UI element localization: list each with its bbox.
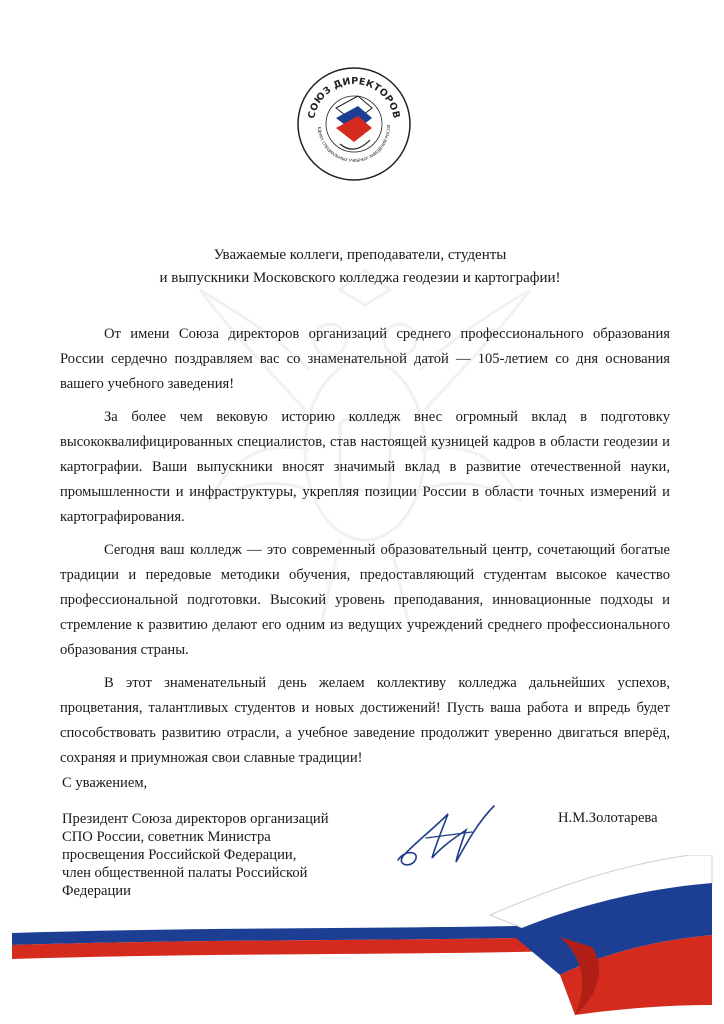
signer-position-line: Президент Союза директоров организаций [62,811,329,827]
closing: С уважением, [62,775,148,791]
signer-position-line: Федерации [62,883,131,899]
salutation-line-1: Уважаемые коллеги, преподаватели, студенты [213,247,507,263]
paragraph-4: В этот знаменательный день желаем коллективу колледжа дальнейших успехов, процветания, талантливых студентов и новых достижений! Пусть ваша работа и впредь будет способствовать развитию отрасли, а учебное заведение продолжит уверенно двигаться вперёд, сохраняя и приумножая свои славные традиции! [60,674,670,767]
tricolor-ribbon [0,855,724,1024]
salutation-line-2: и выпускники Московского колледжа геодезии и картографии! [159,270,561,286]
salutation [60,244,660,290]
signer-position-line: просвещения Российской Федерации, [62,847,297,863]
letter-body [60,322,670,771]
paragraph-2: За более чем вековую историю колледж внес огромный вклад в подготовку высококвалифицированных специалистов, став настоящей кузницей кадров в области геодезии и картографии. Ваши выпускники вносят значимый вклад в развитие отечественной науки, промышленности и инфраструктуры, укрепляя позиции России в области точных измерений и картографирования. [60,408,670,526]
signer-position-line: СПО России, советник Министра [62,829,271,845]
union-of-directors-logo [296,66,412,182]
paragraph-1: От имени Союза директоров организаций среднего профессионального образования России сердечно поздравляем вас со знаменательной датой — 105-летием со дня основания вашего учебного заведения! [60,326,670,393]
logo-title-text: СОЮЗ ДИРЕКТОРОВ [306,75,402,120]
logo-subtitle-text: ЕДНИХ СПЕЦИАЛЬНЫХ УЧЕБНЫХ ЗАВЕДЕНИЙ РОССИ [316,124,392,164]
paragraph-3: Сегодня ваш колледж — это современный образовательный центр, сочетающий богатые традиции и передовые методики обучения, предоставляющий студентам высокое качество профессиональной подготовки. Высокий уровень преподавания, инновационные подходы и стремление к развитию делают его одним из ведущих учреждений среднего профессионального образования страны. [60,541,670,659]
signer-name: Н.М.Золотарева [558,810,658,826]
signer-position-line: член общественной палаты Российской [62,865,308,881]
